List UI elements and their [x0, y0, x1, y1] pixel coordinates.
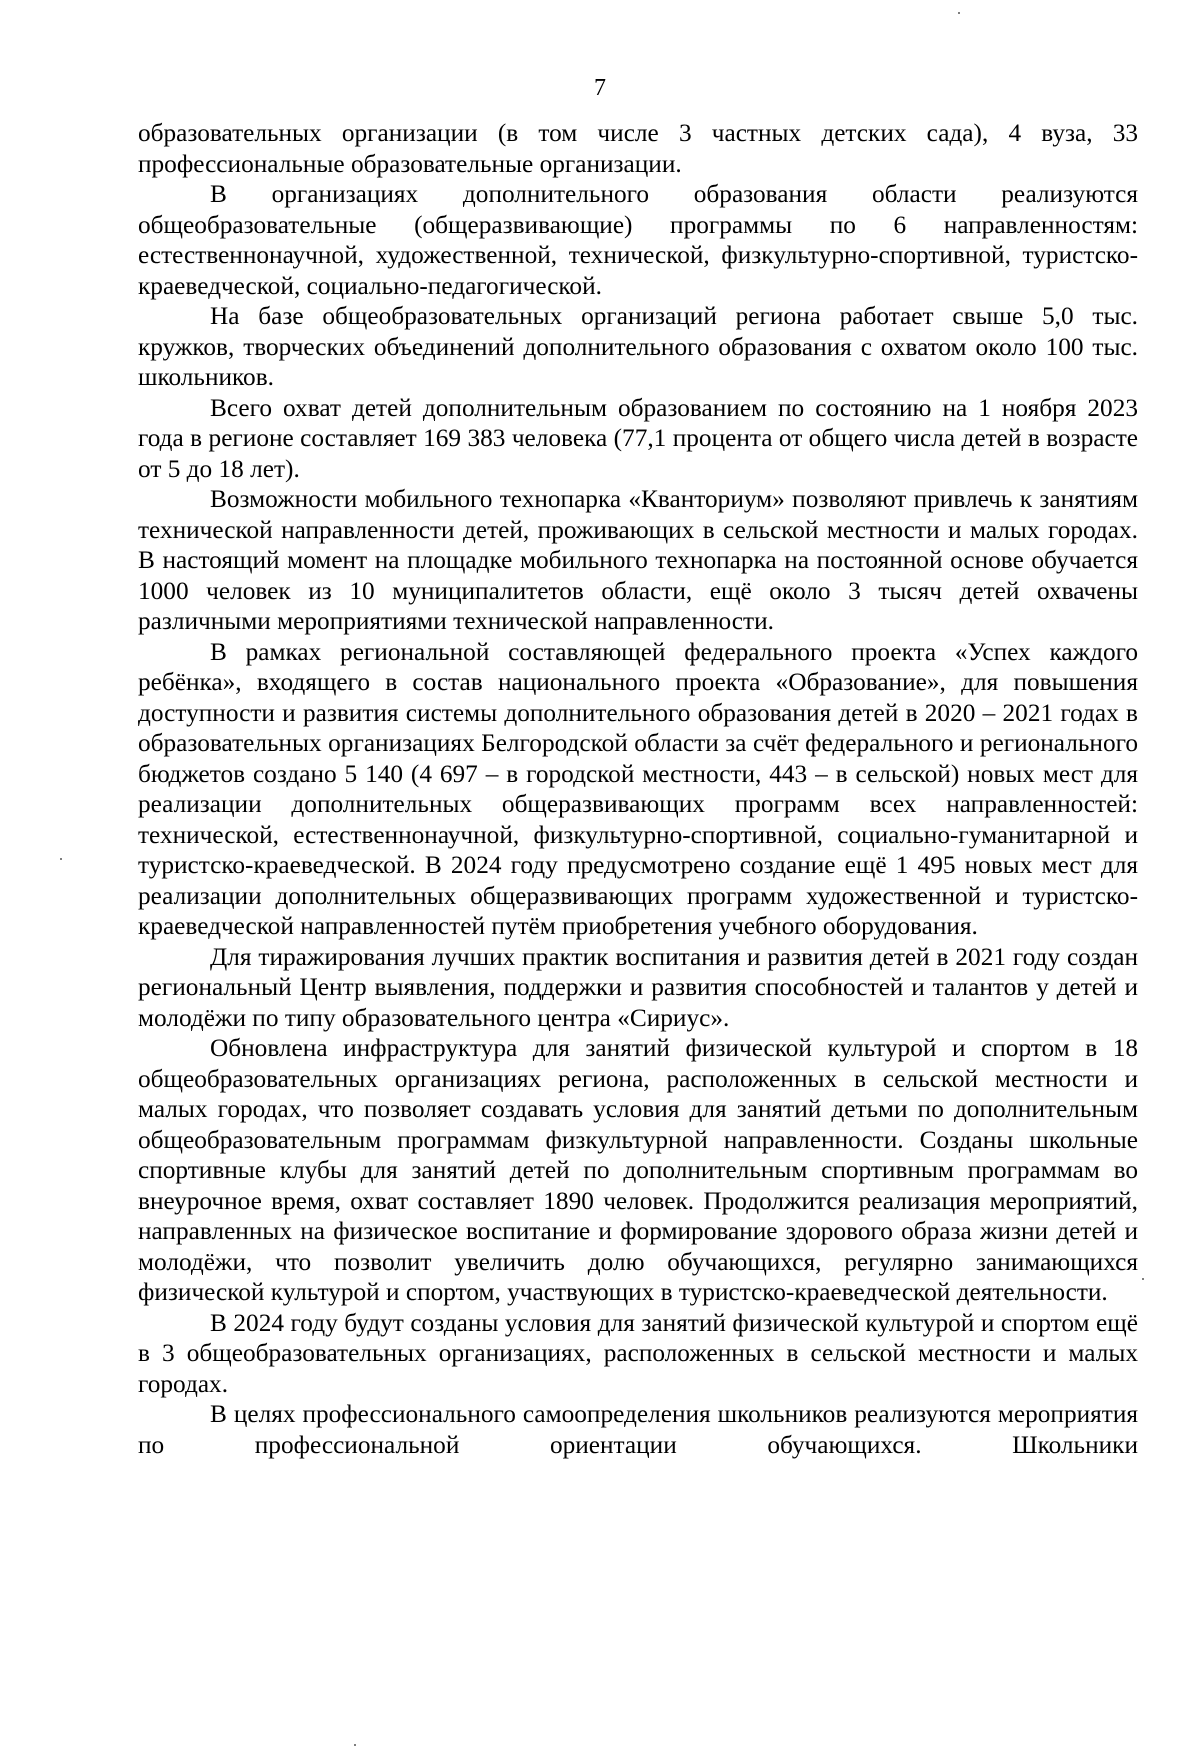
paragraph-additional-education-programs: В организациях дополнительного образования области реализуются общеобразовательные (общеразвивающие) программы по 6 направленностям: естественнонаучной, художественной, технической, физкультурно-спортивной, туристско-краеведческой, социально-педагогической. — [138, 180, 1138, 300]
scan-speck — [958, 12, 960, 14]
paragraph-sports-infrastructure: Обновлена инфраструктура для занятий физической культурой и спортом в 18 общеобразовательных организациях региона, расположенных в сельской местности и малых городах, что позволяет создавать условия для занятий детьми по дополнительным общеобразовательным программам физкультурной направленности. Созданы школьные спортивные клубы для занятий детей по дополнительным спортивным программам во внеурочное время, охват составляет 1890 человек. Продолжится реализация мероприятий, направленных на физическое воспитание и формирование здорового образа жизни детей и молодёжи, что позволит увеличить долю обучающихся, регулярно занимающихся физической культурой и спортом, участвующих в туристско-краеведческой деятельности. — [138, 1034, 1138, 1306]
scan-speck — [354, 1744, 356, 1746]
paragraph-continuation: образовательных организации (в том числе 3 частных детских сада), 4 вуза, 33 профессиональные образовательные организации. — [138, 119, 1138, 178]
scan-speck — [60, 858, 62, 860]
scan-speck — [1142, 1278, 1144, 1280]
paragraph-kvantorium: Возможности мобильного технопарка «Кванториум» позволяют привлечь к занятиям технической направленности детей, проживающих в сельской местности и малых городах. В настоящий момент на площадке мобильного технопарка на постоянной основе обучается 1000 человек из 10 муниципалитетов области, ещё около 3 тысяч детей охвачены различными мероприятиями технической направленности. — [138, 485, 1138, 635]
paragraph-federal-project: В рамках региональной составляющей федерального проекта «Успех каждого ребёнка», входящего в состав национального проекта «Образование», для повышения доступности и развития системы дополнительного образования детей в 2020 – 2021 годах в образовательных организациях Белгородской области за счёт федерального и регионального бюджетов создано 5 140 (4 697 – в городской местности, 443 – в сельской) новых мест для реализации дополнительных общеразвивающих программ всех направленностей: технической, естественнонаучной, физкультурно-спортивной, социально-гуманитарной и туристско-краеведческой. В 2024 году предусмотрено создание ещё 1 495 новых мест для реализации дополнительных общеразвивающих программ художественной и туристско-краеведческой направленностей путём приобретения учебного оборудования. — [138, 637, 1138, 940]
paragraph-clubs: На базе общеобразовательных организаций региона работает свыше 5,0 тыс. кружков, творческих объединений дополнительного образования с охватом около 100 тыс. школьников. — [138, 302, 1138, 391]
paragraph-coverage: Всего охват детей дополнительным образованием по состоянию на 1 ноября 2023 года в регионе составляет 169 383 человека (77,1 процента от общего числа детей в возрасте от 5 до 18 лет). — [138, 393, 1138, 483]
paragraph-talent-center: Для тиражирования лучших практик воспитания и развития детей в 2021 году создан региональный Центр выявления, поддержки и развития способностей и талантов у детей и молодёжи по типу образовательного центра «Сириус». — [138, 942, 1138, 1032]
page-number: 7 — [594, 75, 606, 101]
paragraph-2024-sports: В 2024 году будут созданы условия для занятий физической культурой и спортом ещё в 3 общеобразовательных организациях, расположенных в сельской местности и малых городах. — [138, 1308, 1138, 1398]
paragraph-career-guidance: В целях профессионального самоопределения школьников реализуются мероприятия по профессиональной ориентации обучающихся. Школьники — [138, 1400, 1138, 1459]
document-body — [138, 118, 1138, 1460]
